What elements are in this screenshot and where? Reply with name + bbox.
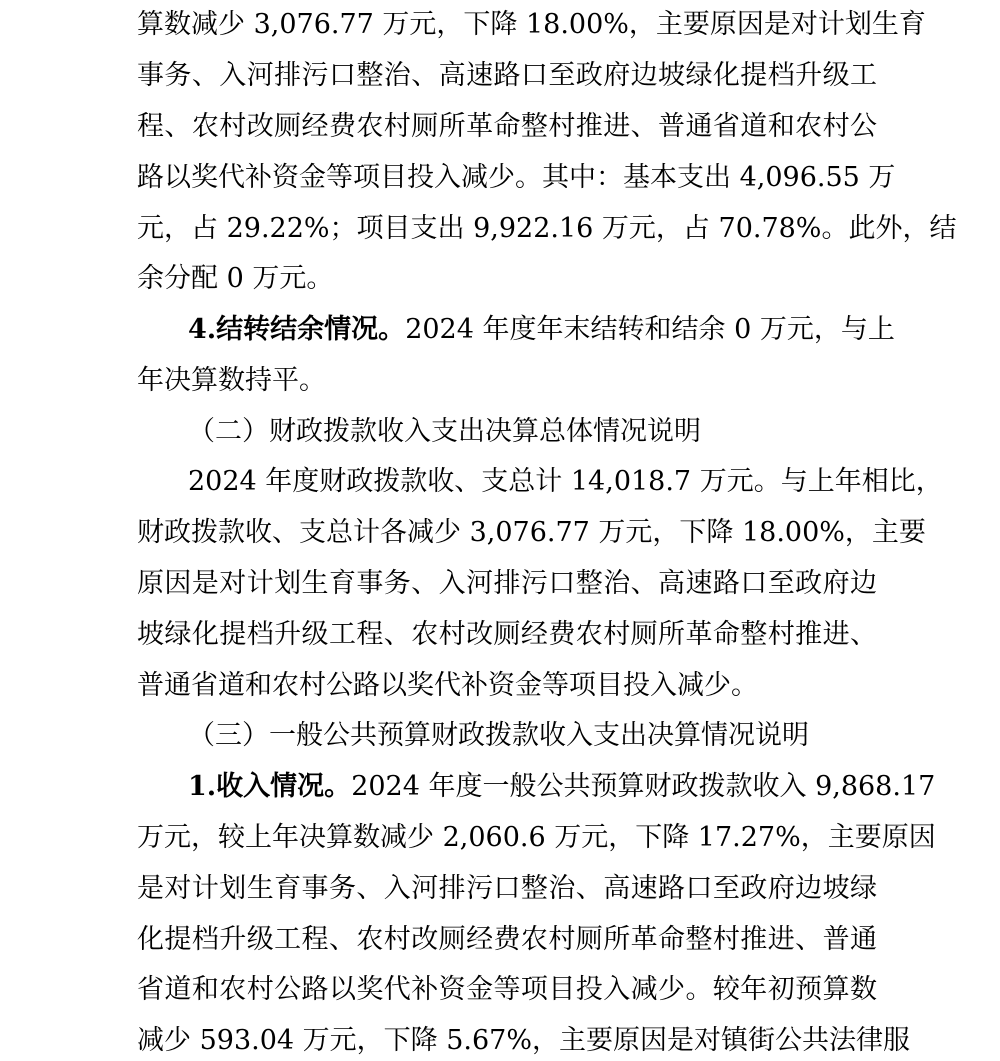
section-heading-2: （二）财政拨款收入支出决算总体情况说明 [188,416,701,447]
item-1-text: 2024 年度一般公共预算财政拨款收入 9,868.17 [351,771,936,802]
section-heading-3: （三）一般公共预算财政拨款收入支出决算情况说明 [188,720,809,751]
text-line: 元，占 29.22%；项目支出 9,922.16 万元，占 70.78%。此外，结 [137,213,957,244]
text-line: 化提档升级工程、农村改厕经费农村厕所革命整村推进、普通 [137,924,877,955]
text-line: 事务、入河排污口整治、高速路口至政府边坡绿化提档升级工 [137,60,877,91]
text-line: 年决算数持平。 [137,365,326,396]
text-line: 余分配 0 万元。 [137,263,334,294]
text-line: 万元，较上年决算数减少 2,060.6 万元，下降 17.27%，主要原因 [137,822,936,853]
item-4-text: 2024 年度年末结转和结余 0 万元，与上 [405,314,895,345]
text-line: 财政拨款收、支总计各减少 3,076.77 万元，下降 18.00%，主要 [137,517,926,548]
text-line: 原因是对计划生育事务、入河排污口整治、高速路口至政府边 [137,568,877,599]
text-line: 省道和农村公路以奖代补资金等项目投入减少。较年初预算数 [137,974,877,1005]
text-line: 2024 年度财政拨款收、支总计 14,018.7 万元。与上年相比， [188,466,943,497]
text-line: 程、农村改厕经费农村厕所革命整村推进、普通省道和农村公 [137,111,877,142]
item-1-label: 1.收入情况。 [188,771,352,802]
item-4-label: 4.结转结余情况。 [188,314,406,345]
text-line: 是对计划生育事务、入河排污口整治、高速路口至政府边坡绿 [137,873,877,904]
text-line: 坡绿化提档升级工程、农村改厕经费农村厕所革命整村推进、 [137,619,877,650]
text-line: 普通省道和农村公路以奖代补资金等项目投入减少。 [137,670,758,701]
text-line: 减少 593.04 万元，下降 5.67%，主要原因是对镇街公共法律服 [137,1025,910,1056]
text-line: 路以奖代补资金等项目投入减少。其中：基本支出 4,096.55 万 [137,162,896,193]
paragraph-item-4 [188,310,895,350]
paragraph-item-1 [188,767,936,807]
text-line: 算数减少 3,076.77 万元，下降 18.00%，主要原因是对计划生育 [137,9,926,40]
